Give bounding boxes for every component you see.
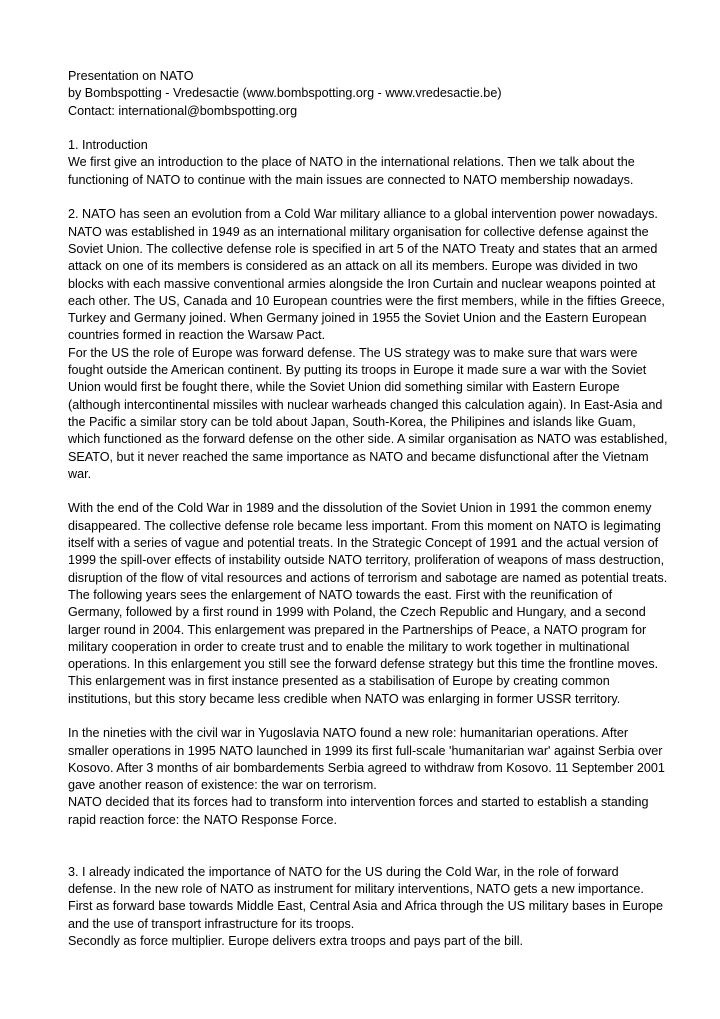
document-page xyxy=(68,68,668,950)
section-3-paragraph-3: Secondly as force multiplier. Europe delivers extra troops and pays part of the bill. xyxy=(68,933,524,948)
section-3-paragraph-1: 3. I already indicated the importance of NATO for the US during the Cold War, in the role of forward defense. In the new role of NATO as instrument for military interventions, NATO gets a new importance. xyxy=(68,864,644,896)
section-2-paragraph-2: For the US the role of Europe was forward defense. The US strategy was to make sure that wars were fought outside the American continent. By putting its troops in Europe it made sure a war with the Soviet Union would first be fought there, while the Soviet Union did something similar with Eastern Europe (although intercontinental missiles with nuclear warheads changed this calculation again). In East-Asia and the Pacific a similar story can be told about Japan, South-Korea, the Philipines and islands like Guam, which functioned as the forward defense on the other side. A similar organisation as NATO was established, SEATO, but it never reached the same importance as NATO and became disfunctional after the Vietnam war. xyxy=(68,345,668,481)
spacer xyxy=(68,708,668,725)
spacer xyxy=(68,829,668,864)
section-2-paragraph-5: In the nineties with the civil war in Yugoslavia NATO found a new role: humanitarian operations. After smaller operations in 1995 NATO launched in 1999 its first full-scale 'humanitarian war' against Serbia over Kosovo. After 3 months of air bombardements Serbia agreed to withdraw from Kosovo. 11 September 2001 gave another reason of existence: the war on terrorism. xyxy=(68,726,665,793)
section-2-paragraph-3: With the end of the Cold War in 1989 and the dissolution of the Soviet Union in 1991 the common enemy disappeared. The collective defense role became less important. From this moment on NATO is legimating itself with a series of vague and potential treats. In the Strategic Concept of 1991 and the actual version of 1999 the spill-over effects of instability outside NATO territory, proliferation of weapons of mass destruction, disruption of the flow of vital resources and actions of terrorism and sabotage are named as potential treats. xyxy=(68,501,668,585)
document-byline: by Bombspotting - Vredesactie (www.bombspotting.org - www.vredesactie.be) xyxy=(68,86,502,101)
spacer xyxy=(68,120,668,137)
document-contact: Contact: international@bombspotting.org xyxy=(68,103,298,118)
section-2-paragraph-6: NATO decided that its forces had to transform into intervention forces and started to establish a standing rapid reaction force: the NATO Response Force. xyxy=(68,795,649,827)
section-1-heading: 1. Introduction xyxy=(68,138,148,153)
section-2-paragraph-1: 2. NATO has seen an evolution from a Cold War military alliance to a global intervention power nowadays. NATO was established in 1949 as an international military organisation for collective defense against the Soviet Union. The collective defense role is specified in art 5 of the NATO Treaty and states that an armed attack on one of its members is considered as an attack on all its members. Europe was divided in two blocks with each massive conventional armies alongside the Iron Curtain and nuclear weapons pointed at each other. The US, Canada and 10 European countries were the first members, while in the fifties Greece, Turkey and Germany joined. When Germany joined in 1955 the Soviet Union and the Eastern European countries formed in reaction the Warsaw Pact. xyxy=(68,207,665,343)
spacer xyxy=(68,483,668,500)
spacer xyxy=(68,189,668,206)
document-title: Presentation on NATO xyxy=(68,69,194,83)
section-3-paragraph-2: First as forward base towards Middle East, Central Asia and Africa through the US military bases in Europe and the use of transport infrastructure for its troops. xyxy=(68,899,663,931)
section-2-paragraph-4: The following years sees the enlargement of NATO towards the east. First with the reunification of Germany, followed by a first round in 1999 with Poland, the Czech Republic and Hungary, and a second larger round in 2004. This enlargement was prepared in the Partnerships of Peace, a NATO program for military cooperation in order to create trust and to enable the military to work together in multinational operations. In this enlargement you still see the forward defense strategy but this time the frontline moves. This enlargement was in first instance presented as a stabilisation of Europe by creating common institutions, but this story became less credible when NATO was enlarging in former USSR territory. xyxy=(68,587,659,706)
section-1-body: We first give an introduction to the place of NATO in the international relations. Then we talk about the functioning of NATO to continue with the main issues are connected to NATO membership nowadays. xyxy=(68,155,635,187)
